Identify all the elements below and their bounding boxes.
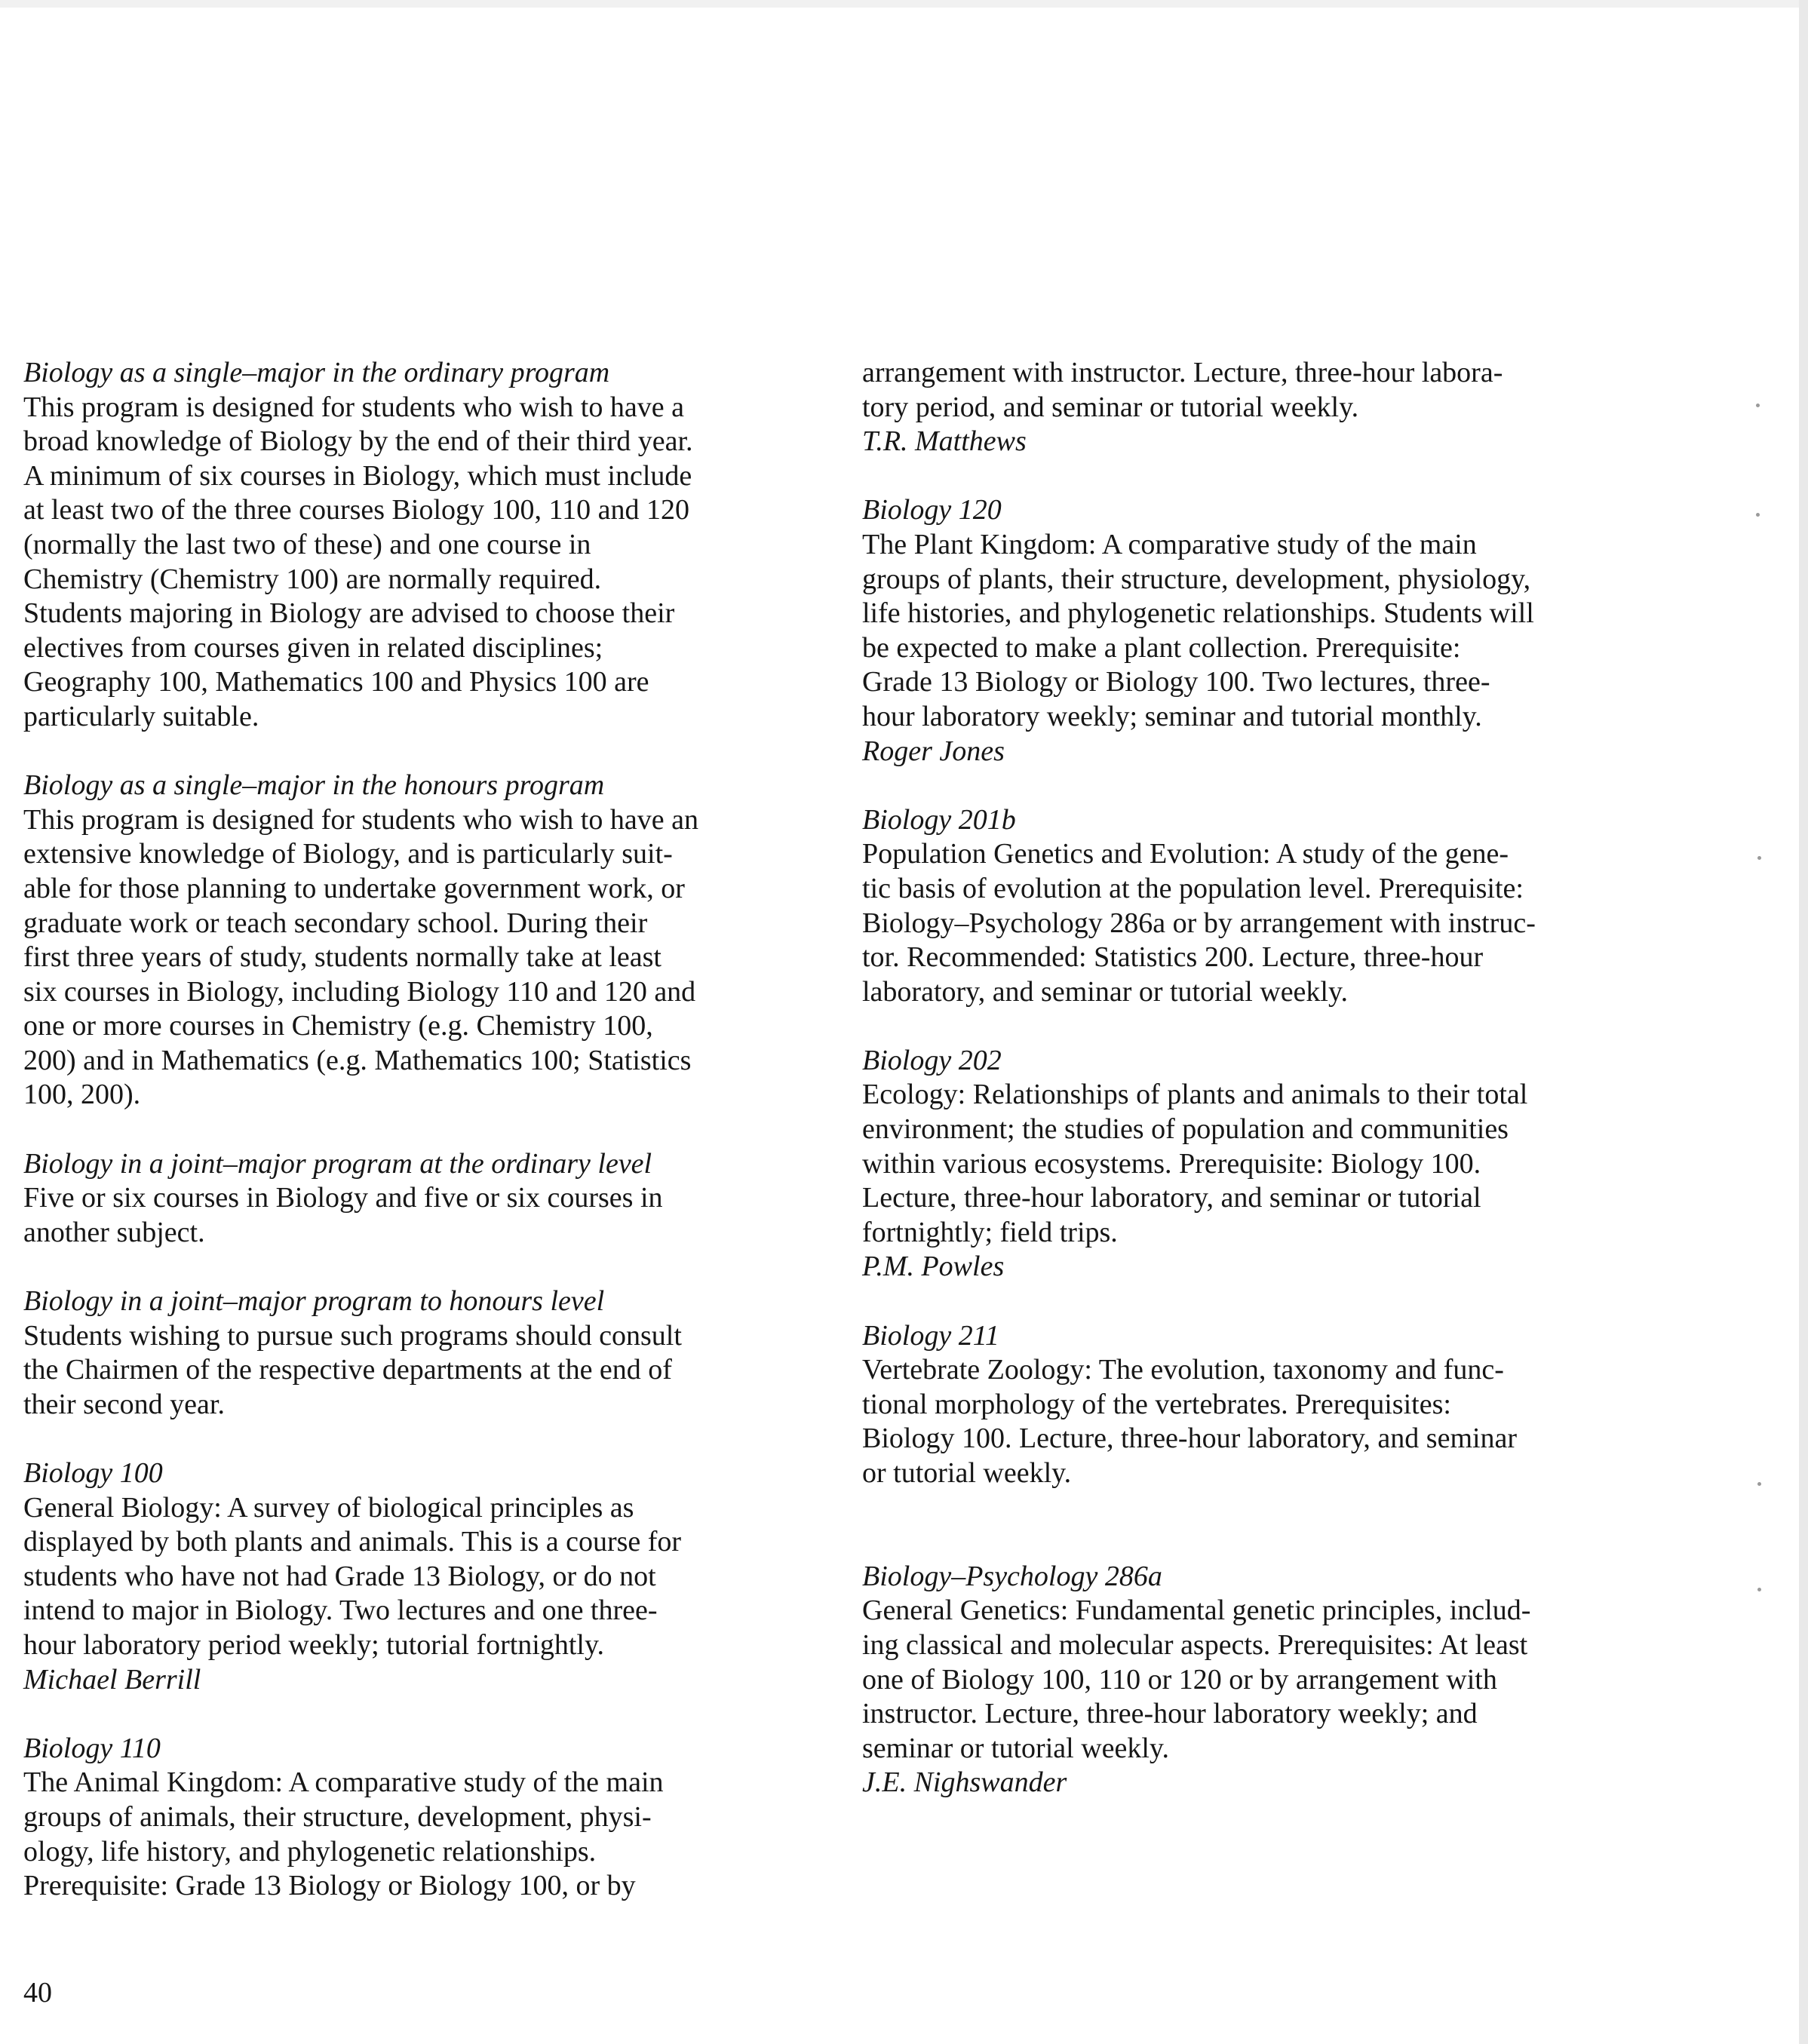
course-biology-psychology-286a (862, 1560, 1662, 1800)
page-number: 40 (23, 1977, 52, 2009)
section-heading: Biology as a single–major in the ordinary program (23, 357, 610, 388)
course-title: Biology 211 (862, 1319, 999, 1352)
course-biology-110 (23, 1732, 834, 1904)
course-title: Biology 202 (862, 1044, 1002, 1076)
course-instructor: J.E. Nighswander (862, 1766, 1067, 1799)
right-column (862, 356, 1662, 1835)
section-single-major-ordinary (23, 356, 834, 735)
left-column (23, 356, 834, 1938)
course-title: Biology 120 (862, 494, 1002, 526)
section-joint-major-honours (23, 1284, 834, 1422)
course-description: Population Genetics and Evolution: A study of the gene- tic basis of evolution at the population level. Prerequisite: Biology–Psychology 286a or by arrangement with instruc- tor. Recommended: Statistics 200. Lecture, three-hour laboratory, and seminar or tutorial weekly. (862, 838, 1536, 1008)
scan-speck (1756, 404, 1760, 407)
spacer (862, 1525, 1662, 1560)
course-instructor: T.R. Matthews (862, 425, 1027, 458)
course-description: Vertebrate Zoology: The evolution, taxonomy and func- tional morphology of the vertebrates. Prerequisites: Biology 100. Lecture, three-hour laboratory, and seminar or tutorial weekly. (862, 1354, 1518, 1489)
page-right-edge (1799, 0, 1808, 2044)
section-heading: Biology as a single–major in the honours program (23, 769, 605, 802)
course-biology-211 (862, 1319, 1662, 1491)
scan-speck (1757, 1588, 1761, 1591)
section-joint-major-ordinary (23, 1147, 834, 1251)
course-instructor: P.M. Powles (862, 1251, 1005, 1283)
scan-speck (1757, 1482, 1761, 1486)
scan-speck (1756, 513, 1760, 517)
course-title: Biology 110 (23, 1732, 161, 1764)
course-description: Ecology: Relationships of plants and animals to their total environment; the studies of population and communities within various ecosystems. Prerequisite: Biology 100. Lecture, three-hour laboratory, and seminar or tutorial fortnightly; field trips. (862, 1079, 1528, 1248)
course-instructor: Michael Berrill (23, 1663, 201, 1696)
section-body: This program is designed for students who wish to have an extensive knowledge of Biology, and is particularly suit- able for those planning to undertake government work, or graduate work or teach secondary school. During their first three years of study, students normally take at least six courses in Biology, including Biology 110 and 120 and one or more courses in Chemistry (e.g. Chemistry 100, 200) and in Mathematics (e.g. Mathematics 100; Statistics 100, 200). (23, 803, 698, 1111)
section-body: This program is designed for students who wish to have a broad knowledge of Biology by the end of their third year. A minimum of six courses in Biology, which must include at least two of the three courses Biology 100, 110 and 120 (normally the last two of these) and one course in Chemistry (Chemistry 100) are normally required. Students majoring in Biology are advised to choose their electives from courses given in related disciplines; Geography 100, Mathematics 100 and Physics 100 are particularly suitable. (23, 391, 693, 732)
course-title: Biology 201b (862, 803, 1016, 836)
course-biology-202 (862, 1044, 1662, 1284)
section-heading: Biology in a joint–major program at the ordinary level (23, 1147, 652, 1180)
course-description: The Plant Kingdom: A comparative study of the main groups of plants, their structure, development, physiology, life histories, and phylogenetic relationships. Students will be expected to make a plant collection. Prerequisite: Grade 13 Biology or Biology 100. Two lectures, three- hour laboratory weekly; seminar and tutorial monthly. (862, 528, 1534, 732)
scan-speck (1757, 856, 1761, 860)
section-single-major-honours (23, 769, 834, 1113)
course-description: General Biology: A survey of biological principles as displayed by both plants and animals. This is a course for students who have not had Grade 13 Biology, or do not intend to major in Biology. Two lectures and one three- hour laboratory period weekly; tutorial fortnightly. (23, 1491, 682, 1661)
course-description: General Genetics: Fundamental genetic principles, includ- ing classical and molecular aspects. Prerequisites: At least one of Biology 100, 110 or 120 or by arrangement with instructor. Lecture, three-hour laboratory weekly; and seminar or tutorial weekly. (862, 1594, 1531, 1764)
course-instructor: Roger Jones (862, 735, 1005, 767)
course-biology-100 (23, 1456, 834, 1697)
course-description: arrangement with instructor. Lecture, three-hour labora- tory period, and seminar or tutorial weekly. (862, 357, 1503, 423)
course-biology-201b (862, 803, 1662, 1010)
course-biology-120 (862, 493, 1662, 769)
section-body: Students wishing to pursue such programs should consult the Chairmen of the respective departments at the end of their second year. (23, 1319, 682, 1420)
page-top-edge (0, 0, 1808, 8)
section-heading: Biology in a joint–major program to honours level (23, 1285, 605, 1318)
section-body: Five or six courses in Biology and five or six courses in another subject. (23, 1182, 663, 1248)
course-biology-110-continued (862, 356, 1662, 459)
course-description: The Animal Kingdom: A comparative study of the main groups of animals, their structure, development, physi- ology, life history, and phylogenetic relationships. Prerequisite: Grade 13 Biology or Biology 100, or by (23, 1766, 664, 1902)
course-title: Biology 100 (23, 1457, 163, 1489)
course-title: Biology–Psychology 286a (862, 1560, 1162, 1592)
